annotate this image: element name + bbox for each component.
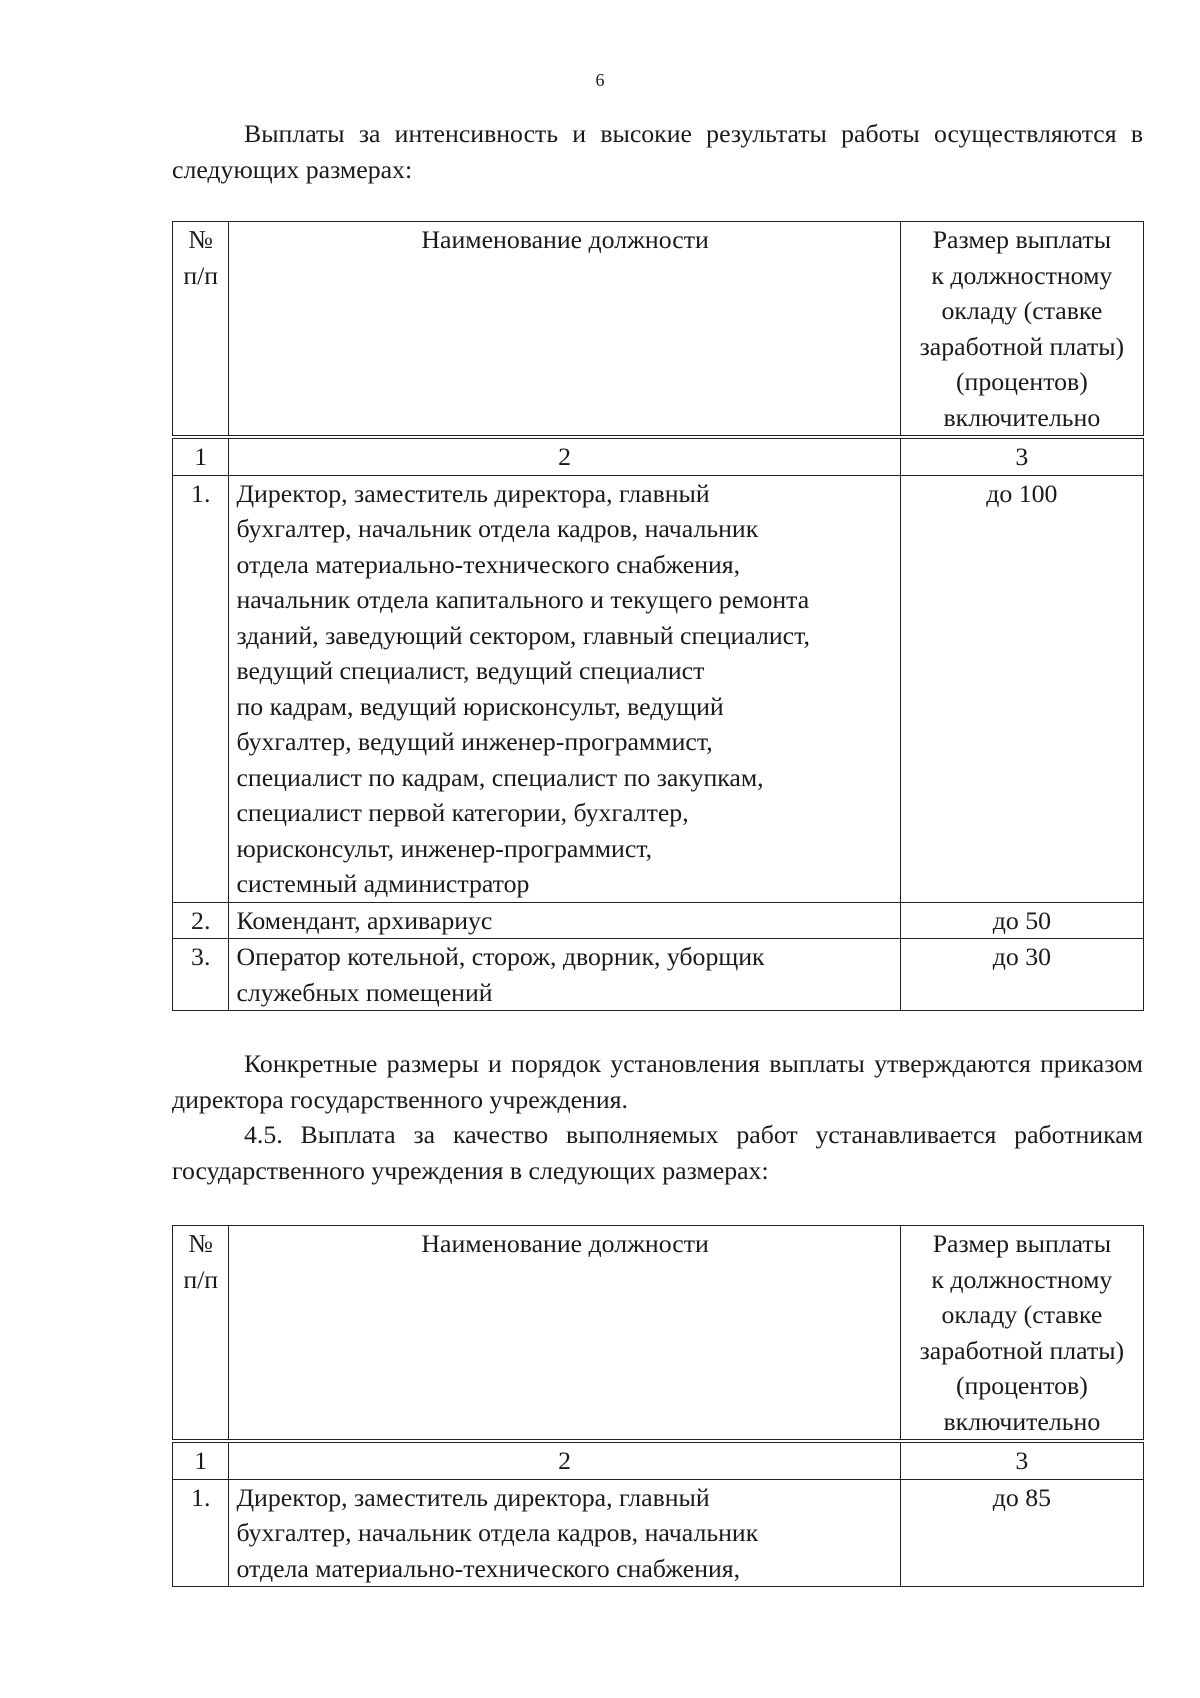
header-size-line: заработной платы) [919, 1335, 1125, 1365]
position-line: отдела материально-технического снабжения, [236, 549, 741, 579]
position-line: Комендант, архивариус [236, 905, 493, 935]
position-line: служебных помещений [236, 977, 493, 1007]
row-position-name [229, 475, 900, 902]
row-payment-size: до 30 [900, 939, 1143, 1011]
position-line: отдела материально-технического снабжения, [236, 1553, 741, 1583]
paragraph-4-5-text: 4.5. Выплата за качество выполняемых работ устанавливается работникам государственного учреждения в следующих размерах: [172, 1120, 1143, 1185]
row-payment-size: до 85 [900, 1479, 1143, 1587]
header-number-cell [173, 222, 229, 438]
row-number: 3. [173, 939, 229, 1011]
intro-paragraph [172, 116, 1143, 187]
position-line: Директор, заместитель директора, главный [236, 478, 710, 508]
column-number: 3 [900, 437, 1143, 475]
header-size-line: Размер выплаты [932, 225, 1112, 254]
row-payment-size: до 50 [900, 902, 1143, 939]
row-position-name [229, 1479, 900, 1587]
position-line: начальник отдела капитального и текущего ремонта [236, 585, 810, 614]
position-line: системный администратор [236, 869, 530, 898]
table-row [173, 475, 1144, 902]
header-number-sign: № [188, 225, 214, 254]
position-line: Директор, заместитель директора, главный [236, 1482, 710, 1512]
paragraph-4-5 [172, 1117, 1143, 1188]
header-size-line: включительно [943, 402, 1101, 432]
table-header-row [173, 222, 1144, 438]
table-row [173, 1479, 1144, 1587]
table-row [173, 939, 1144, 1011]
position-line: по кадрам, ведущий юрисконсульт, ведущий [236, 691, 724, 721]
header-number-sign: № [188, 1229, 214, 1258]
table-header-row [173, 1226, 1144, 1442]
position-line: бухгалтер, начальник отдела кадров, начальник [236, 1518, 759, 1547]
column-number: 2 [229, 1441, 900, 1479]
header-size-line: Размер выплаты [932, 1229, 1112, 1258]
row-position-name [229, 902, 900, 939]
column-number: 2 [229, 437, 900, 475]
position-line: юрисконсульт, инженер-программист, [236, 833, 653, 863]
header-position-name: Наименование должности [229, 1226, 900, 1442]
column-number: 1 [173, 437, 229, 475]
header-size-line: (процентов) [955, 367, 1088, 396]
header-size-line: включительно [943, 1406, 1101, 1436]
position-line: Оператор котельной, сторож, дворник, уборщик [236, 942, 765, 971]
header-size-line: к должностному [931, 1264, 1113, 1294]
header-payment-size [900, 222, 1143, 438]
table-row [173, 902, 1144, 939]
row-number: 1. [173, 475, 229, 902]
header-number-pp: п/п [183, 260, 219, 290]
position-line: бухгалтер, ведущий инженер-программист, [236, 727, 713, 756]
paragraph-approval [172, 1046, 1143, 1117]
column-number: 3 [900, 1441, 1143, 1479]
position-line: бухгалтер, начальник отдела кадров, начальник [236, 514, 759, 543]
header-size-line: окладу (ставке [941, 296, 1103, 325]
position-line: ведущий специалист, ведущий специалист [236, 656, 705, 685]
row-number: 1. [173, 1479, 229, 1587]
header-size-line: окладу (ставке [941, 1300, 1103, 1329]
intro-paragraph-text: Выплаты за интенсивность и высокие результаты работы осуществляются в следующих размерах: [172, 119, 1143, 184]
row-number: 2. [173, 902, 229, 939]
header-size-line: заработной платы) [919, 331, 1125, 361]
header-size-line: к должностному [931, 260, 1113, 290]
header-payment-size [900, 1226, 1143, 1442]
position-line: специалист по кадрам, специалист по закупкам, [236, 762, 764, 792]
paragraph-approval-text: Конкретные размеры и порядок установления выплаты утверждаются приказом директора государственного учреждения. [172, 1049, 1143, 1114]
column-number-row [173, 1441, 1144, 1479]
row-payment-size: до 100 [900, 475, 1143, 902]
column-number-row [173, 437, 1144, 475]
position-line: специалист первой категории, бухгалтер, [236, 798, 689, 827]
header-size-line: (процентов) [955, 1371, 1088, 1400]
position-line: зданий, заведующий сектором, главный специалист, [236, 620, 810, 650]
payment-table-intensity [172, 221, 1144, 1011]
row-position-name [229, 939, 900, 1011]
page-number: 6 [595, 70, 605, 90]
header-number-cell [173, 1226, 229, 1442]
header-number-pp: п/п [183, 1264, 219, 1294]
column-number: 1 [173, 1441, 229, 1479]
header-position-name: Наименование должности [229, 222, 900, 438]
payment-table-quality [172, 1225, 1144, 1587]
